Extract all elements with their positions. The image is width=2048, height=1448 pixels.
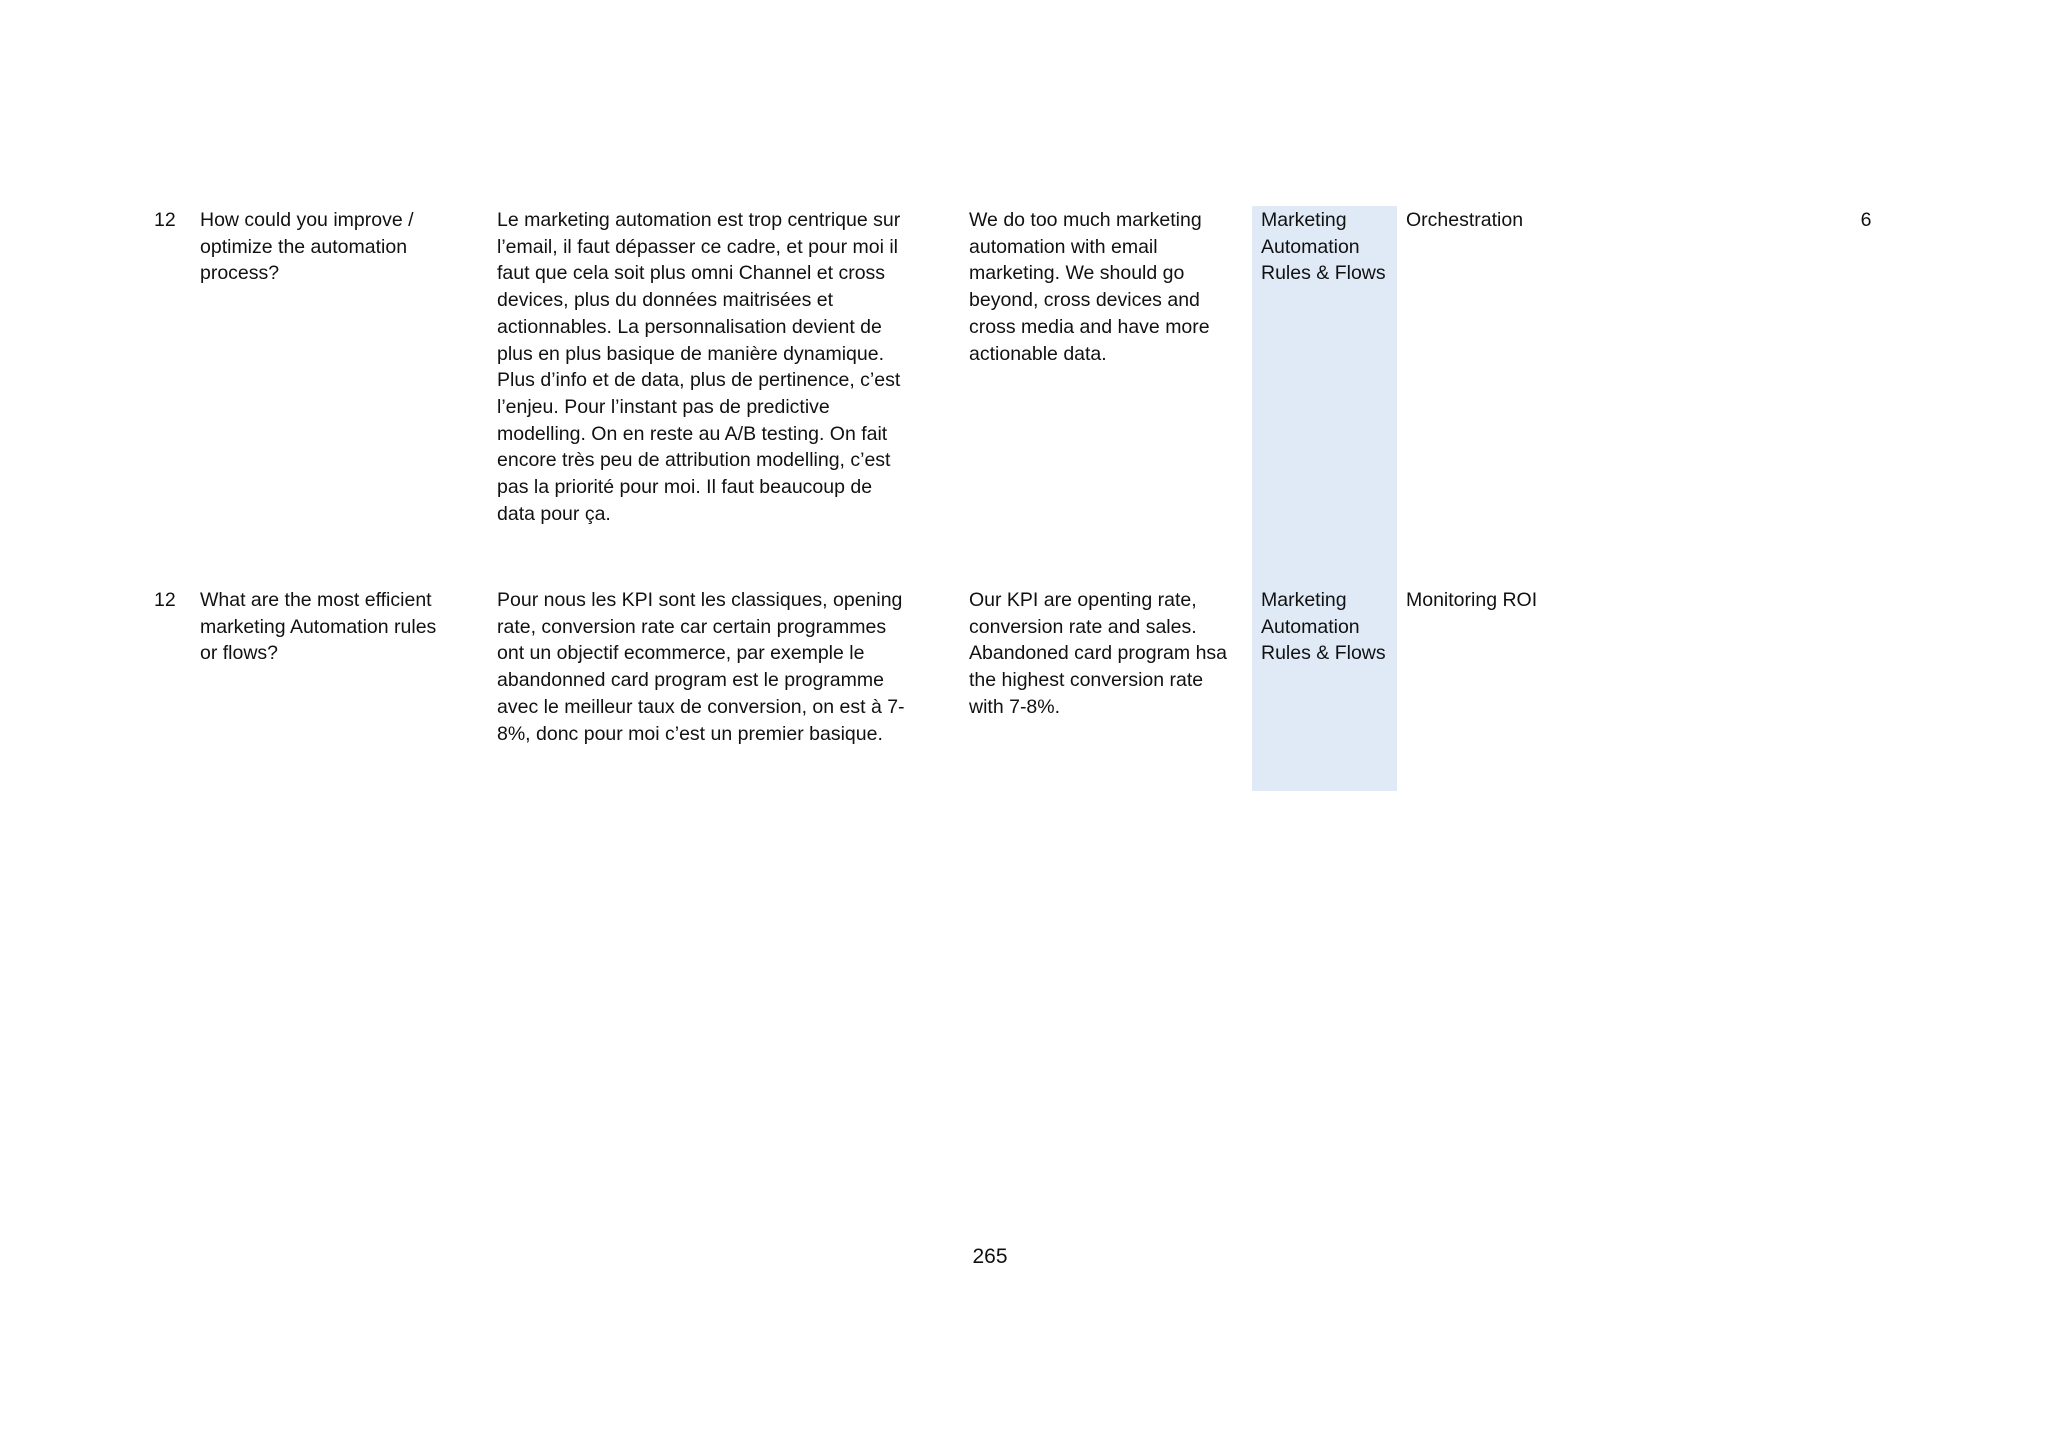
answer-french-cell: Pour nous les KPI sont les classiques, opening rate, conversion rate car certain programmes ont un objectif ecommerce, par exemple le abandonned card program est le programme avec le meilleur taux de conversion, on est à 7- 8%, donc pour moi c’est un premier basique.: [497, 589, 905, 745]
answer-french-cell: Le marketing automation est trop centrique sur l’email, il faut dépasser ce cadre, et pour moi il faut que cela soit plus omni Channel et cross devices, plus du données maitrisées et actionnables. La personnalisation devient de plus en plus basique de manière dynamique. Plus d’info et de data, plus de pertinence, c’est l’enjeu. Pour l’instant pas de predictive modelling. On en reste au A/B testing. On fait encore très peu de attribution modelling, c’est pas la priorité pour moi. Il faut beaucoup de data pour ça.: [497, 209, 901, 525]
question-cell: How could you improve / optimize the automation process?: [200, 209, 414, 285]
answer-english-cell: We do too much marketing automation with email marketing. We should go beyond, cross devices and cross media and have more actionable data.: [969, 209, 1210, 365]
score-cell: 6: [1860, 209, 1872, 231]
answer-english-cell: Our KPI are openting rate, conversion rate and sales. Abandoned card program hsa the highest conversion rate with 7-8%.: [969, 589, 1228, 718]
page-number: 265: [972, 1245, 1008, 1268]
subtheme-cell: Orchestration: [1406, 209, 1524, 231]
theme-column-highlight: [1252, 206, 1397, 791]
question-cell: What are the most efficient marketing Automation rules or flows?: [200, 589, 437, 665]
row-number: 12: [154, 209, 176, 231]
subtheme-cell: Monitoring ROI: [1406, 589, 1538, 611]
theme-cell: Marketing Automation Rules & Flows: [1261, 209, 1386, 285]
theme-cell: Marketing Automation Rules & Flows: [1261, 589, 1386, 665]
row-number: 12: [154, 589, 176, 611]
